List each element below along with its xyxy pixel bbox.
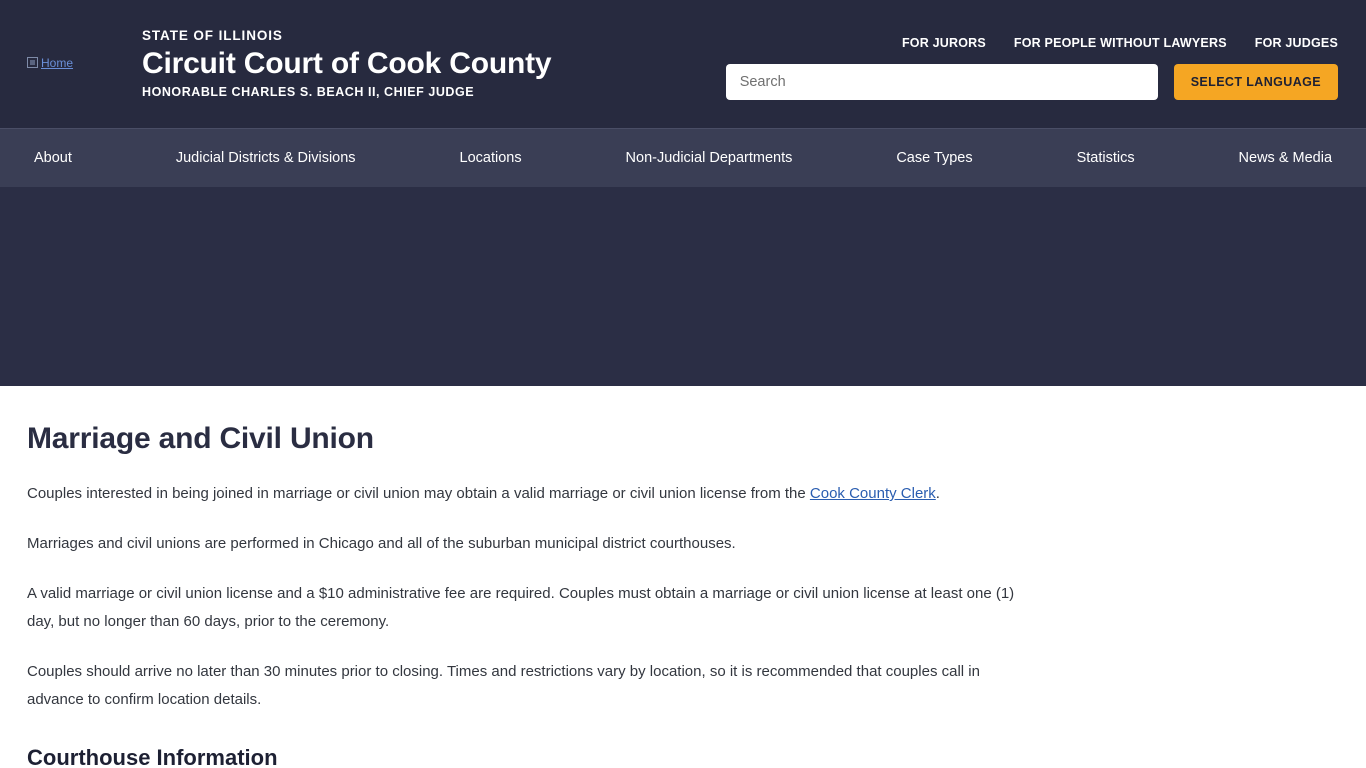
logo-alt-text: Home [41,56,74,70]
court-name: Circuit Court of Cook County [142,47,552,80]
home-logo-link[interactable] [27,56,117,72]
nav-item-non-judicial-departments[interactable]: Non-Judicial Departments [625,149,793,166]
nav-item-about[interactable]: About [34,149,72,166]
paragraph-text-before-link: Couples interested in being joined in marriage or civil union may obtain a valid marriage or civil union license from the [27,485,810,502]
paragraph-fee-and-timing: A valid marriage or civil union license and a $10 administrative fee are required. Couples must obtain a marriage or civil union license at least one (1) day, but no longer than 60 days, prior to the ceremony. [27,585,1015,630]
nav-item-statistics[interactable]: Statistics [1076,149,1135,166]
broken-image-icon [27,57,38,68]
nav-item-case-types[interactable]: Case Types [896,149,973,166]
paragraph-ceremony-locations: Marriages and civil unions are performed in Chicago and all of the suburban municipal district courthouses. [27,535,736,552]
main-content [0,420,1366,768]
search-and-language-row [726,64,1338,100]
page-title: Marriage and Civil Union [27,422,374,455]
nav-item-news-media[interactable]: News & Media [1238,149,1333,166]
cook-county-clerk-link[interactable]: Cook County Clerk [809,485,936,502]
chief-judge-label: HONORABLE CHARLES S. BEACH II, CHIEF JUDGE [142,85,475,99]
utility-link-for-people-without-lawyers[interactable]: FOR PEOPLE WITHOUT LAWYERS [1013,36,1227,50]
search-input[interactable] [726,64,1158,100]
paragraph-text-after-link: . [935,485,940,502]
section-title-courthouse-information: Courthouse Information [27,745,278,768]
site-title-block [142,28,551,100]
state-label: STATE OF ILLINOIS [142,28,283,43]
site-header [0,0,1366,128]
select-language-button[interactable]: SELECT LANGUAGE [1174,64,1338,100]
hero-banner [0,187,1366,386]
utility-nav [902,36,1338,50]
nav-item-locations[interactable]: Locations [459,149,522,166]
paragraph-arrival-guidance: Couples should arrive no later than 30 minutes prior to closing. Times and restrictions vary by location, so it is recommended that couples call in advance to confirm location details. [27,663,980,708]
nav-item-judicial-districts-divisions[interactable]: Judicial Districts & Divisions [175,149,356,166]
utility-link-for-judges[interactable]: FOR JUDGES [1254,36,1338,50]
paragraph-license-source [27,480,1017,508]
main-navigation [0,128,1366,187]
utility-link-for-jurors[interactable]: FOR JURORS [901,36,986,50]
